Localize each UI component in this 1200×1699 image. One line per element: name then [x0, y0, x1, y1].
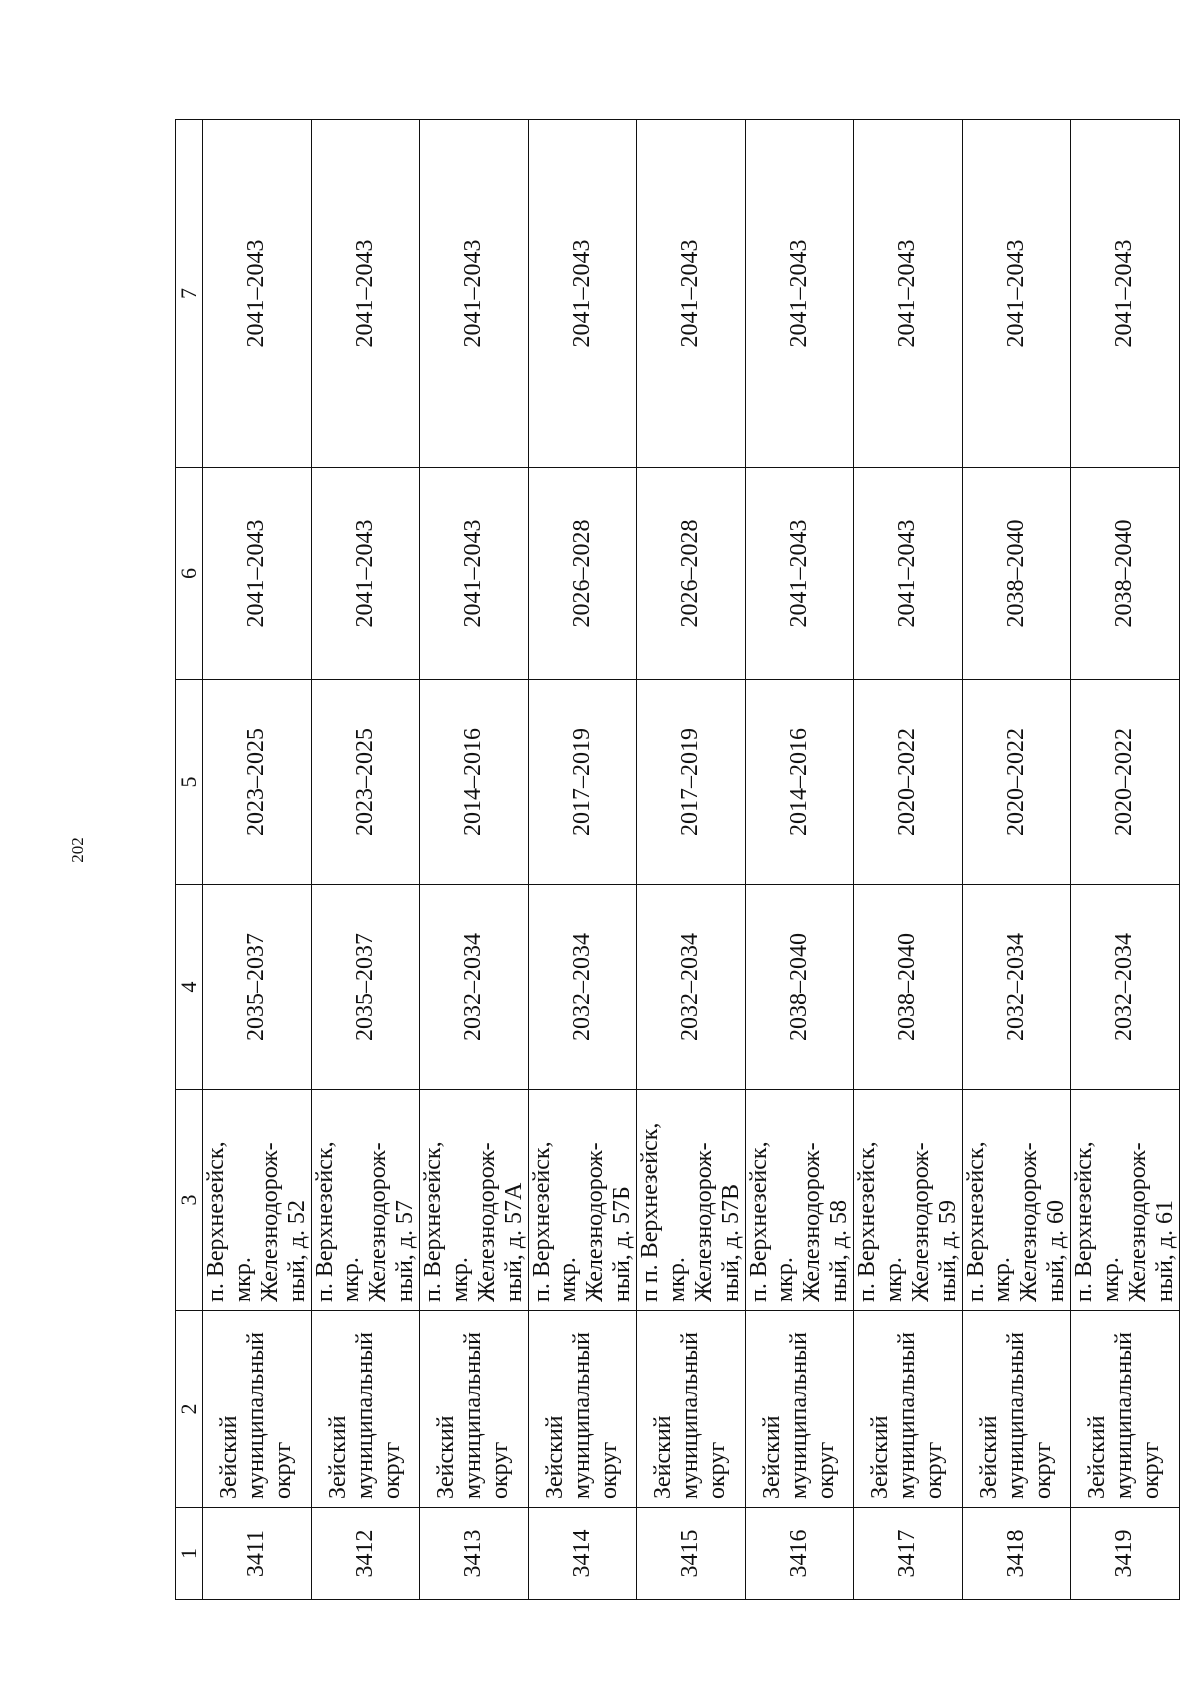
table-cell-col-1: 3416	[745, 1508, 854, 1600]
table-cell-col-6: 2041–2043	[203, 468, 312, 680]
table-cell-col-6: 2038–2040	[962, 468, 1071, 680]
table-cell-col-7: 2041–2043	[745, 120, 854, 468]
table-row	[420, 120, 529, 1600]
table-cell-col-7: 2041–2043	[311, 120, 420, 468]
table-cell-col-6: 2038–2040	[1071, 468, 1180, 680]
table-cell-col-2: Зейский муниципальный округ	[962, 1311, 1071, 1508]
table-container	[175, 120, 1178, 1600]
table-cell-col-4: 2032–2034	[1071, 885, 1180, 1090]
table-cell-col-4: 2038–2040	[745, 885, 854, 1090]
table-cell-col-4: 2035–2037	[203, 885, 312, 1090]
table-cell-col-7: 2041–2043	[1071, 120, 1180, 468]
table-cell-col-4: 2032–2034	[528, 885, 637, 1090]
table-cell-col-2: Зейский муниципальный округ	[311, 1311, 420, 1508]
table-cell-col-5: 2014–2016	[745, 680, 854, 885]
table-cell-col-2: Зейский муниципальный округ	[637, 1311, 746, 1508]
table-cell-col-2: Зейский муниципальный округ	[1071, 1311, 1180, 1508]
table-cell-col-4: 2035–2037	[311, 885, 420, 1090]
table-cell-col-1: 3411	[203, 1508, 312, 1600]
table-row	[1071, 120, 1180, 1600]
table-cell-col-4: 2032–2034	[962, 885, 1071, 1090]
table-cell-col-3: п. Верхнезейск, мкр. Железнодорож-ный, д. 59	[854, 1090, 963, 1311]
table-cell-col-6: 2041–2043	[854, 468, 963, 680]
table-cell-col-3: п п. Верхнезейск, мкр. Железнодорож-ный, д. 57В	[637, 1090, 746, 1311]
table-cell-col-6: 2026–2028	[528, 468, 637, 680]
table-cell-col-1: 3412	[311, 1508, 420, 1600]
table-cell-col-6: 2041–2043	[311, 468, 420, 680]
table-cell-col-5: 2023–2025	[311, 680, 420, 885]
table-cell-col-4: 2032–2034	[420, 885, 529, 1090]
table-cell-col-3: п. Верхнезейск, мкр. Железнодорож-ный, д. 61	[1071, 1090, 1180, 1311]
table-cell-col-3: п. Верхнезейск, мкр. Железнодорож-ный, д. 57	[311, 1090, 420, 1311]
table-cell-col-3: п. Верхнезейск, мкр. Железнодорож-ный, д. 60	[962, 1090, 1071, 1311]
table-row	[962, 120, 1071, 1600]
table-cell-col-6: 2041–2043	[745, 468, 854, 680]
table-cell-col-7: 2041–2043	[528, 120, 637, 468]
table-cell-col-7: 2041–2043	[854, 120, 963, 468]
table-cell-col-1: 3419	[1071, 1508, 1180, 1600]
table-cell-col-1: 3413	[420, 1508, 529, 1600]
table-cell-col-1: 3417	[854, 1508, 963, 1600]
table-cell-col-5: 2014–2016	[420, 680, 529, 885]
page-number: 202	[68, 837, 87, 863]
table-cell-col-2: Зейский муниципальный округ	[528, 1311, 637, 1508]
table-cell-col-3: п. Верхнезейск, мкр. Железнодорож-ный, д. 57Б	[528, 1090, 637, 1311]
table-cell-col-1: 3415	[637, 1508, 746, 1600]
table-cell-col-2: Зейский муниципальный округ	[854, 1311, 963, 1508]
table-cell-col-2: Зейский муниципальный округ	[203, 1311, 312, 1508]
rotated-table-frame	[175, 120, 1178, 1600]
column-header-5: 5	[176, 680, 203, 885]
table-cell-col-5: 2020–2022	[854, 680, 963, 885]
table-cell-col-3: п. Верхнезейск, мкр. Железнодорож-ный, д. 52	[203, 1090, 312, 1311]
column-header-6: 6	[176, 468, 203, 680]
table-row	[745, 120, 854, 1600]
table-cell-col-3: п. Верхнезейск, мкр. Железнодорож-ный, д. 57А	[420, 1090, 529, 1311]
table-cell-col-1: 3414	[528, 1508, 637, 1600]
table-cell-col-5: 2020–2022	[962, 680, 1071, 885]
column-header-2: 2	[176, 1311, 203, 1508]
table-cell-col-2: Зейский муниципальный округ	[745, 1311, 854, 1508]
table-cell-col-6: 2041–2043	[420, 468, 529, 680]
table-cell-col-3: п. Верхнезейск, мкр. Железнодорож-ный, д. 58	[745, 1090, 854, 1311]
table-row	[854, 120, 963, 1600]
table-cell-col-4: 2032–2034	[637, 885, 746, 1090]
table-cell-col-5: 2023–2025	[203, 680, 312, 885]
table-row	[311, 120, 420, 1600]
schedule-table	[175, 119, 1180, 1600]
table-row	[528, 120, 637, 1600]
table-cell-col-1: 3418	[962, 1508, 1071, 1600]
column-header-1: 1	[176, 1508, 203, 1600]
table-cell-col-5: 2017–2019	[528, 680, 637, 885]
table-header-row	[176, 120, 203, 1600]
table-cell-col-5: 2020–2022	[1071, 680, 1180, 885]
table-cell-col-2: Зейский муниципальный округ	[420, 1311, 529, 1508]
column-header-7: 7	[176, 120, 203, 468]
table-cell-col-7: 2041–2043	[962, 120, 1071, 468]
table-cell-col-5: 2017–2019	[637, 680, 746, 885]
table-body	[203, 120, 1180, 1600]
table-cell-col-7: 2041–2043	[637, 120, 746, 468]
table-cell-col-4: 2038–2040	[854, 885, 963, 1090]
table-cell-col-6: 2026–2028	[637, 468, 746, 680]
table-cell-col-7: 2041–2043	[420, 120, 529, 468]
column-header-3: 3	[176, 1090, 203, 1311]
table-row	[203, 120, 312, 1600]
table-row	[637, 120, 746, 1600]
column-header-4: 4	[176, 885, 203, 1090]
table-cell-col-7: 2041–2043	[203, 120, 312, 468]
